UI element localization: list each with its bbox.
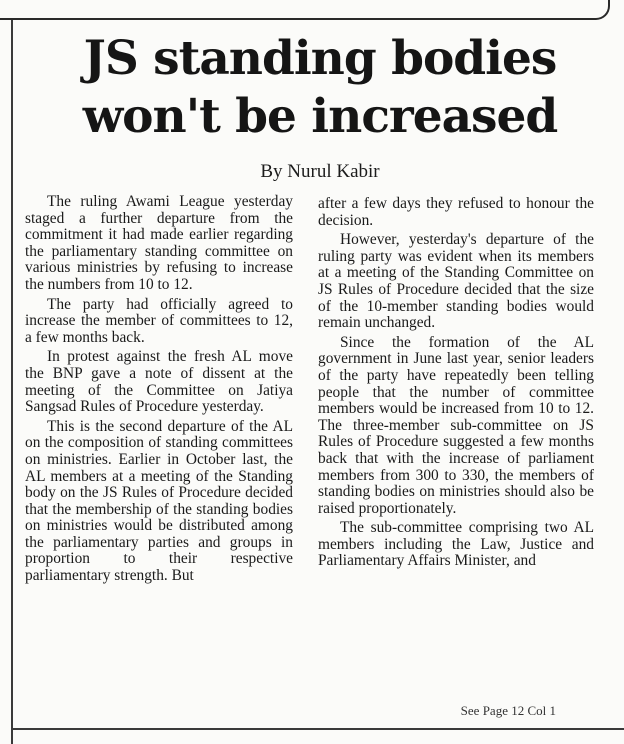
article-column-right bbox=[318, 196, 594, 573]
headline-line-2: won't be increased bbox=[82, 89, 558, 144]
continuation-jump-line: See Page 12 Col 1 bbox=[460, 703, 556, 718]
paragraph: The sub-committee comprising two AL members including the Law, Justice and Parliamentary Affairs Minister, and bbox=[318, 519, 594, 570]
paragraph-continued: after a few days they refused to honour the decision. bbox=[318, 195, 594, 229]
paragraph: The party had officially agreed to increase the member of committees to 12, a few months back. bbox=[25, 295, 293, 346]
paragraph: This is the second departure of the AL on the composition of standing committees on ministries. Earlier in October last, the AL members at a meeting of the Standing body on the JS Rules of Procedure decided that the membership of the standing bodies on ministries would be distributed among the parliamentary parties and groups in proportion to their respective parliamentary strength. But bbox=[25, 417, 293, 585]
paragraph: The ruling Awami League yesterday staged a further departure from the commitment it had made earlier regarding the parliamentary standing committee on various ministries by refusing to increase the numbers from 10 to 12. bbox=[25, 193, 293, 293]
headline bbox=[20, 30, 620, 146]
byline: By Nurul Kabir bbox=[260, 161, 380, 182]
top-border-rule bbox=[0, 0, 610, 20]
paragraph: However, yesterday's departure of the ruling party was evident when its members at a meeting of the Standing Committee on JS Rules of Procedure decided that the size of the 10-member standing bodies would remain unchanged. bbox=[318, 231, 594, 332]
headline-line-1: JS standing bodies bbox=[83, 31, 557, 86]
article-column-left bbox=[25, 194, 293, 588]
bottom-border-rule bbox=[13, 728, 624, 730]
paragraph: In protest against the fresh AL move the BNP gave a note of dissent at the meeting of the Committee on Jatiya Sangsad Rules of Procedure yesterday. bbox=[25, 348, 293, 416]
paragraph: Since the formation of the AL government in June last year, senior leaders of the party have repeatedly been telling people that the number of committee members would be increased from 10 to 12. The three-member sub-committee on JS Rules of Procedure suggested a few months back that with the increase of parliament members from 300 to 330, the members of standing bodies on ministries should also be raised proportionately. bbox=[318, 333, 594, 517]
left-border-rule bbox=[11, 20, 13, 744]
